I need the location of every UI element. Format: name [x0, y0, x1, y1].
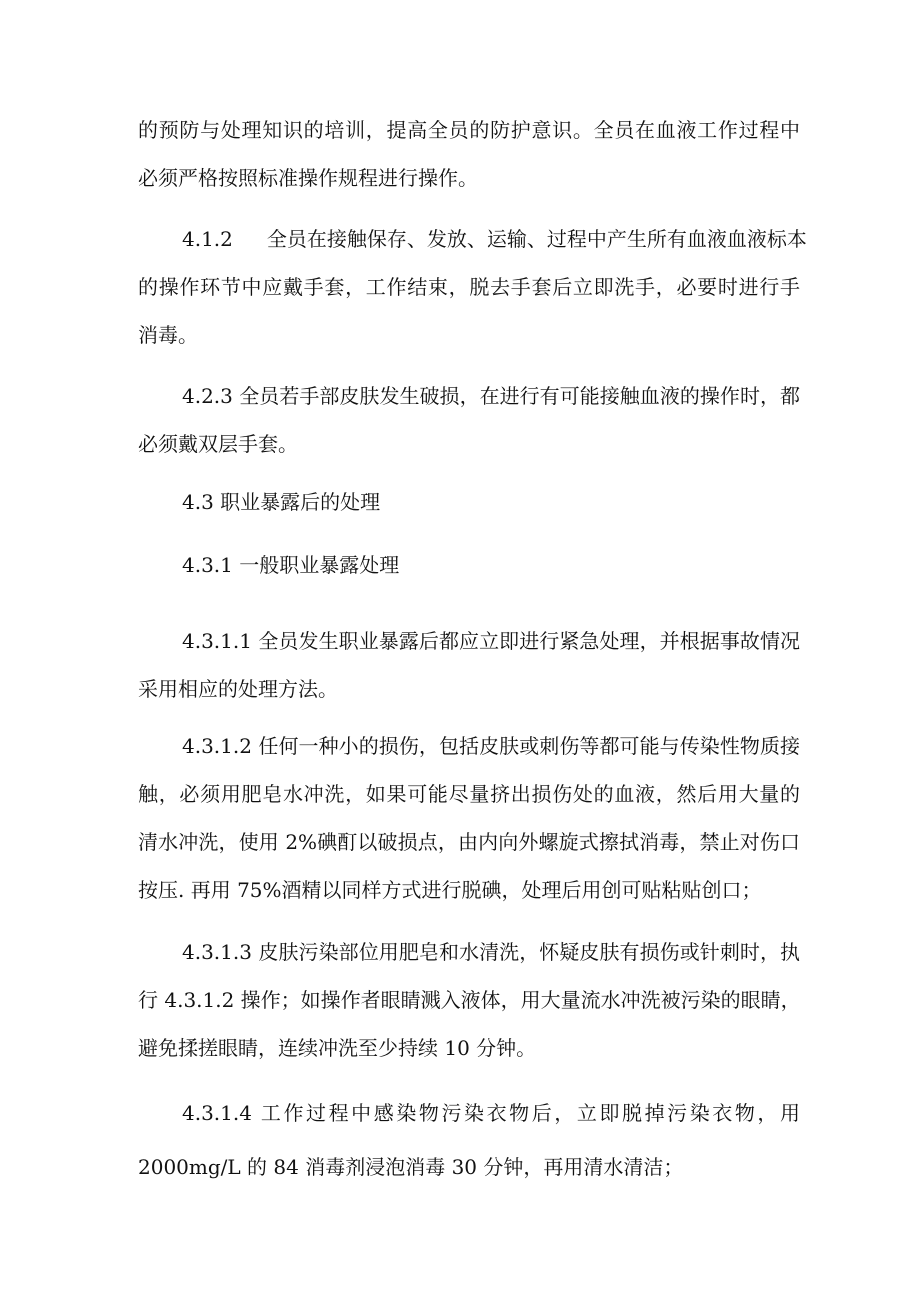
- paragraph-4-3-1-2: [138, 722, 800, 914]
- text-line: 4.2.3 全员若手部皮肤发生破损，在进行有可能接触血液的操作时，都: [182, 384, 800, 408]
- text-line: 触，必须用肥皂水冲洗，如果可能尽量挤出损伤处的血液，然后用大量的: [138, 782, 800, 806]
- heading-4-3-1: [138, 541, 800, 589]
- paragraph-4-2-3: [138, 372, 800, 468]
- section-heading: 4.3.1 一般职业暴露处理: [182, 553, 400, 577]
- text-line-body: 全员在接触保存、发放、运输、过程中产生所有血液血液标本: [266, 227, 807, 251]
- text-line: 4.3.1.2 任何一种小的损伤，包括皮肤或刺伤等都可能与传染性物质接: [182, 734, 800, 758]
- text-line: 4.3.1.3 皮肤污染部位用肥皂和水清洗，怀疑皮肤有损伤或针刺时，执: [182, 940, 800, 964]
- text-line: 按压. 再用 75%酒精以同样方式进行脱碘，处理后用创可贴粘贴创口；: [138, 878, 762, 902]
- text-line: 必须戴双层手套。: [138, 432, 298, 456]
- text-line: 行 4.3.1.2 操作；如操作者眼睛溅入液体，用大量流水冲洗被污染的眼睛，: [138, 988, 801, 1012]
- text-line: 的预防与处理知识的培训，提高全员的防护意识。全员在血液工作过程中: [138, 118, 800, 142]
- text-line: 的操作环节中应戴手套，工作结束，脱去手套后立即洗手，必要时进行手: [138, 275, 800, 299]
- paragraph-4-3-1-3: [138, 928, 800, 1072]
- text-line: 4.3.1.4 工作过程中感染物污染衣物后，立即脱掉污染衣物，用: [182, 1101, 800, 1125]
- heading-4-3: [138, 478, 800, 526]
- paragraph-4-1-2: [138, 215, 807, 359]
- text-line: 2000mg/L 的 84 消毒剂浸泡消毒 30 分钟，再用清水清洁；: [138, 1155, 684, 1179]
- text-line: 4.3.1.1 全员发生职业暴露后都应立即进行紧急处理，并根据事故情况: [182, 629, 800, 653]
- text-line: 清水冲洗，使用 2%碘酊以破损点，由内向外螺旋式擦拭消毒，禁止对伤口: [138, 830, 800, 854]
- text-line: 避免揉搓眼睛，连续冲洗至少持续 10 分钟。: [138, 1036, 537, 1060]
- paragraph-4-3-1-4: [138, 1083, 800, 1191]
- text-line: 采用相应的处理方法。: [138, 677, 338, 701]
- text-line: 必须严格按照标准操作规程进行操作。: [138, 166, 478, 190]
- section-number: 4.1.2: [182, 227, 233, 251]
- text-line: [138, 215, 807, 263]
- section-heading: 4.3 职业暴露后的处理: [182, 490, 381, 514]
- paragraph-training-continued: [138, 106, 800, 202]
- paragraph-4-3-1-1: [138, 617, 800, 713]
- text-line: 消毒。: [138, 323, 198, 347]
